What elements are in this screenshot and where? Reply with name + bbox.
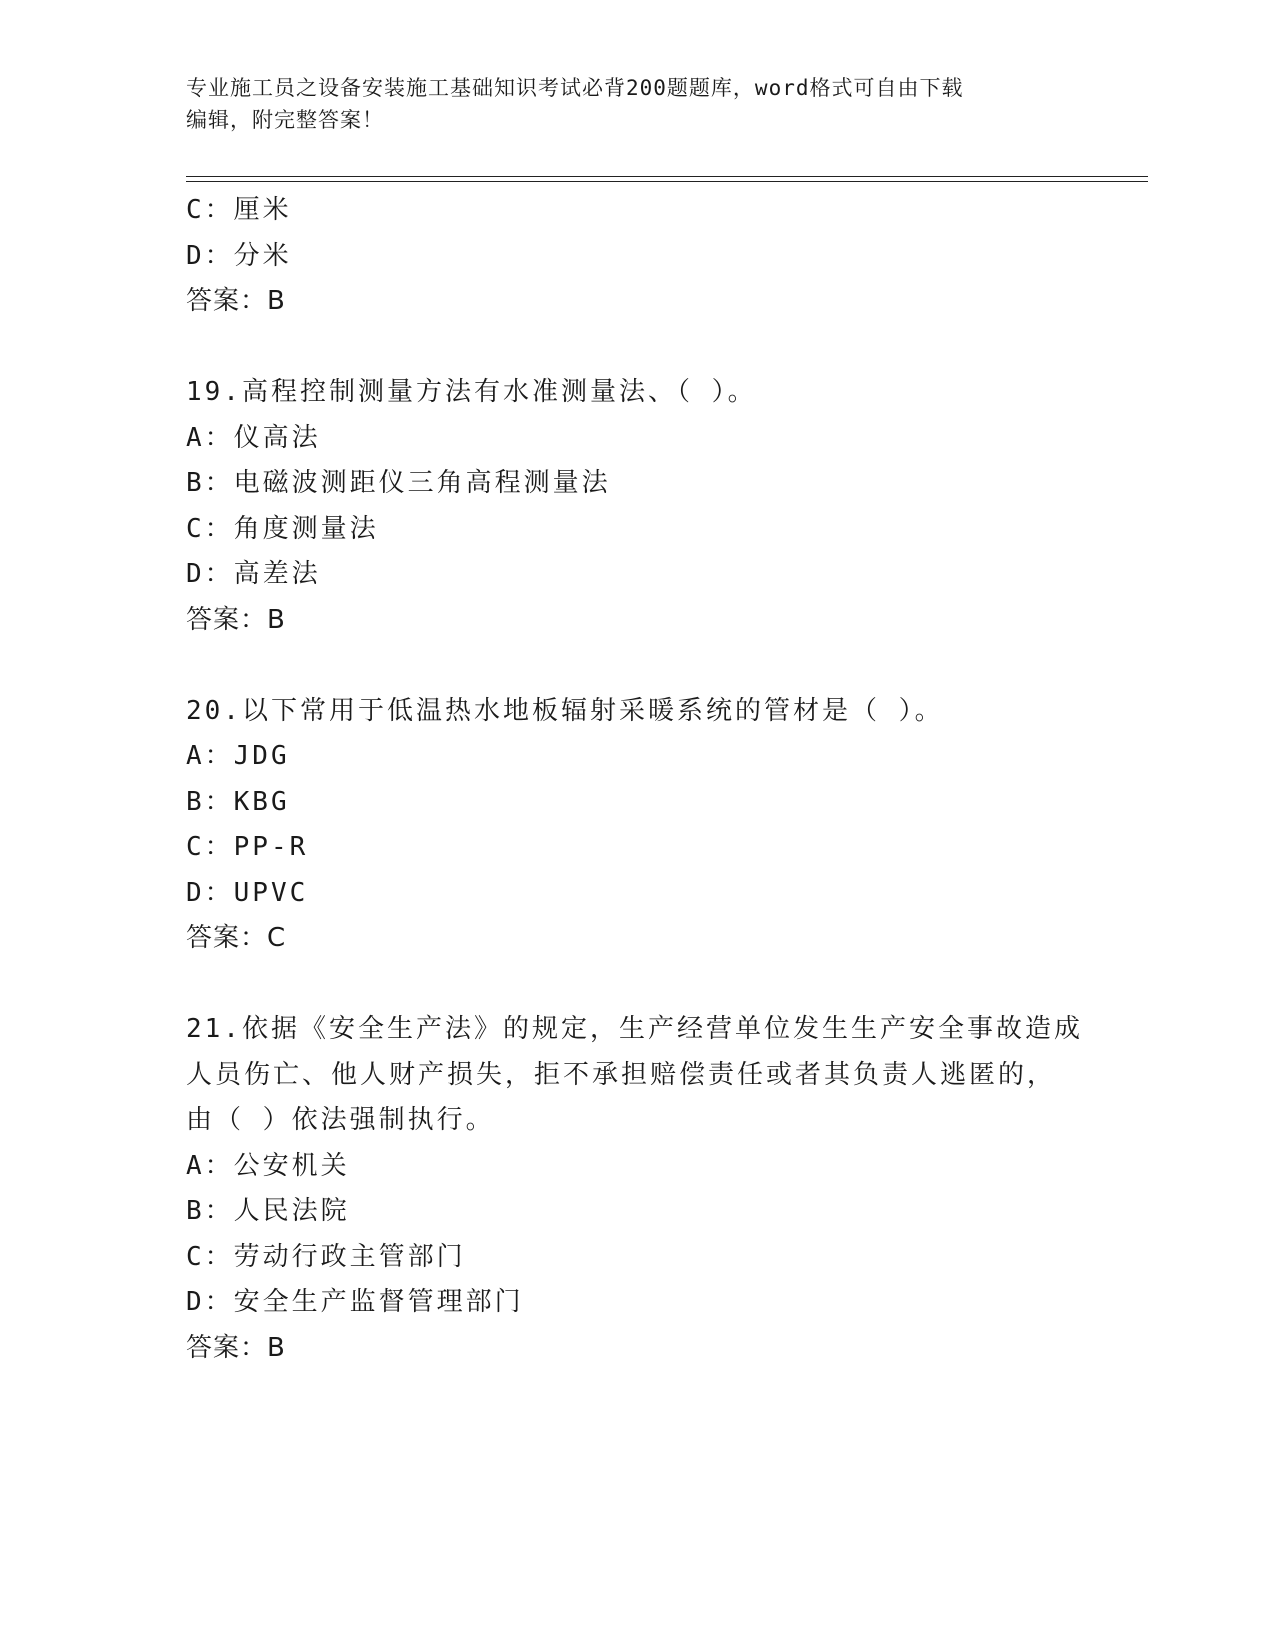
option-text: B：人民法院 [186, 1196, 350, 1226]
header-title-line-1: 专业施工员之设备安装施工基础知识考试必背200题题库，word格式可自由下载 [186, 76, 964, 100]
question-list [186, 188, 1086, 1371]
spacer [186, 643, 1086, 689]
option-text: C：PP-R [186, 832, 309, 862]
answer-text: 答案：B [186, 286, 286, 316]
option-text: B：电磁波测距仪三角高程测量法 [186, 468, 611, 498]
option-text: A：仪高法 [186, 422, 321, 453]
question-text: 19.高程控制测量方法有水准测量法、（ ）。 [186, 377, 757, 407]
question-text: 人员伤亡、他人财产损失，拒不承担赔偿责任或者其负责人逃匿的， [186, 1059, 1057, 1090]
option-text: B：KBG [186, 786, 290, 817]
option-text: A：公安机关 [186, 1150, 350, 1181]
option-text: D：UPVC [186, 877, 309, 908]
header-title-line-2: 编辑，附完整答案！ [186, 108, 384, 132]
question-text: 21.依据《安全生产法》的规定，生产经营单位发生生产安全事故造成 [186, 1014, 1083, 1044]
option-text: A：JDG [186, 741, 290, 771]
answer-text: 答案：B [186, 1332, 286, 1363]
option-text: C：角度测量法 [186, 513, 379, 544]
spacer [186, 962, 1086, 1008]
option-text: D：分米 [186, 240, 292, 271]
option-text: C：劳动行政主管部门 [186, 1241, 466, 1272]
spacer [186, 325, 1086, 371]
header-divider-top [186, 176, 1148, 177]
document-header [186, 72, 1066, 136]
header-divider-bottom [186, 181, 1148, 182]
option-text: C：厘米 [186, 195, 292, 225]
option-text: D：安全生产监督管理部门 [186, 1287, 524, 1317]
answer-text: 答案：C [186, 923, 287, 953]
question-text: 20.以下常用于低温热水地板辐射采暖系统的管材是（ ）。 [186, 695, 944, 726]
answer-text: 答案：B [186, 604, 286, 635]
option-text: D：高差法 [186, 559, 321, 589]
question-text: 由（ ）依法强制执行。 [186, 1105, 495, 1135]
